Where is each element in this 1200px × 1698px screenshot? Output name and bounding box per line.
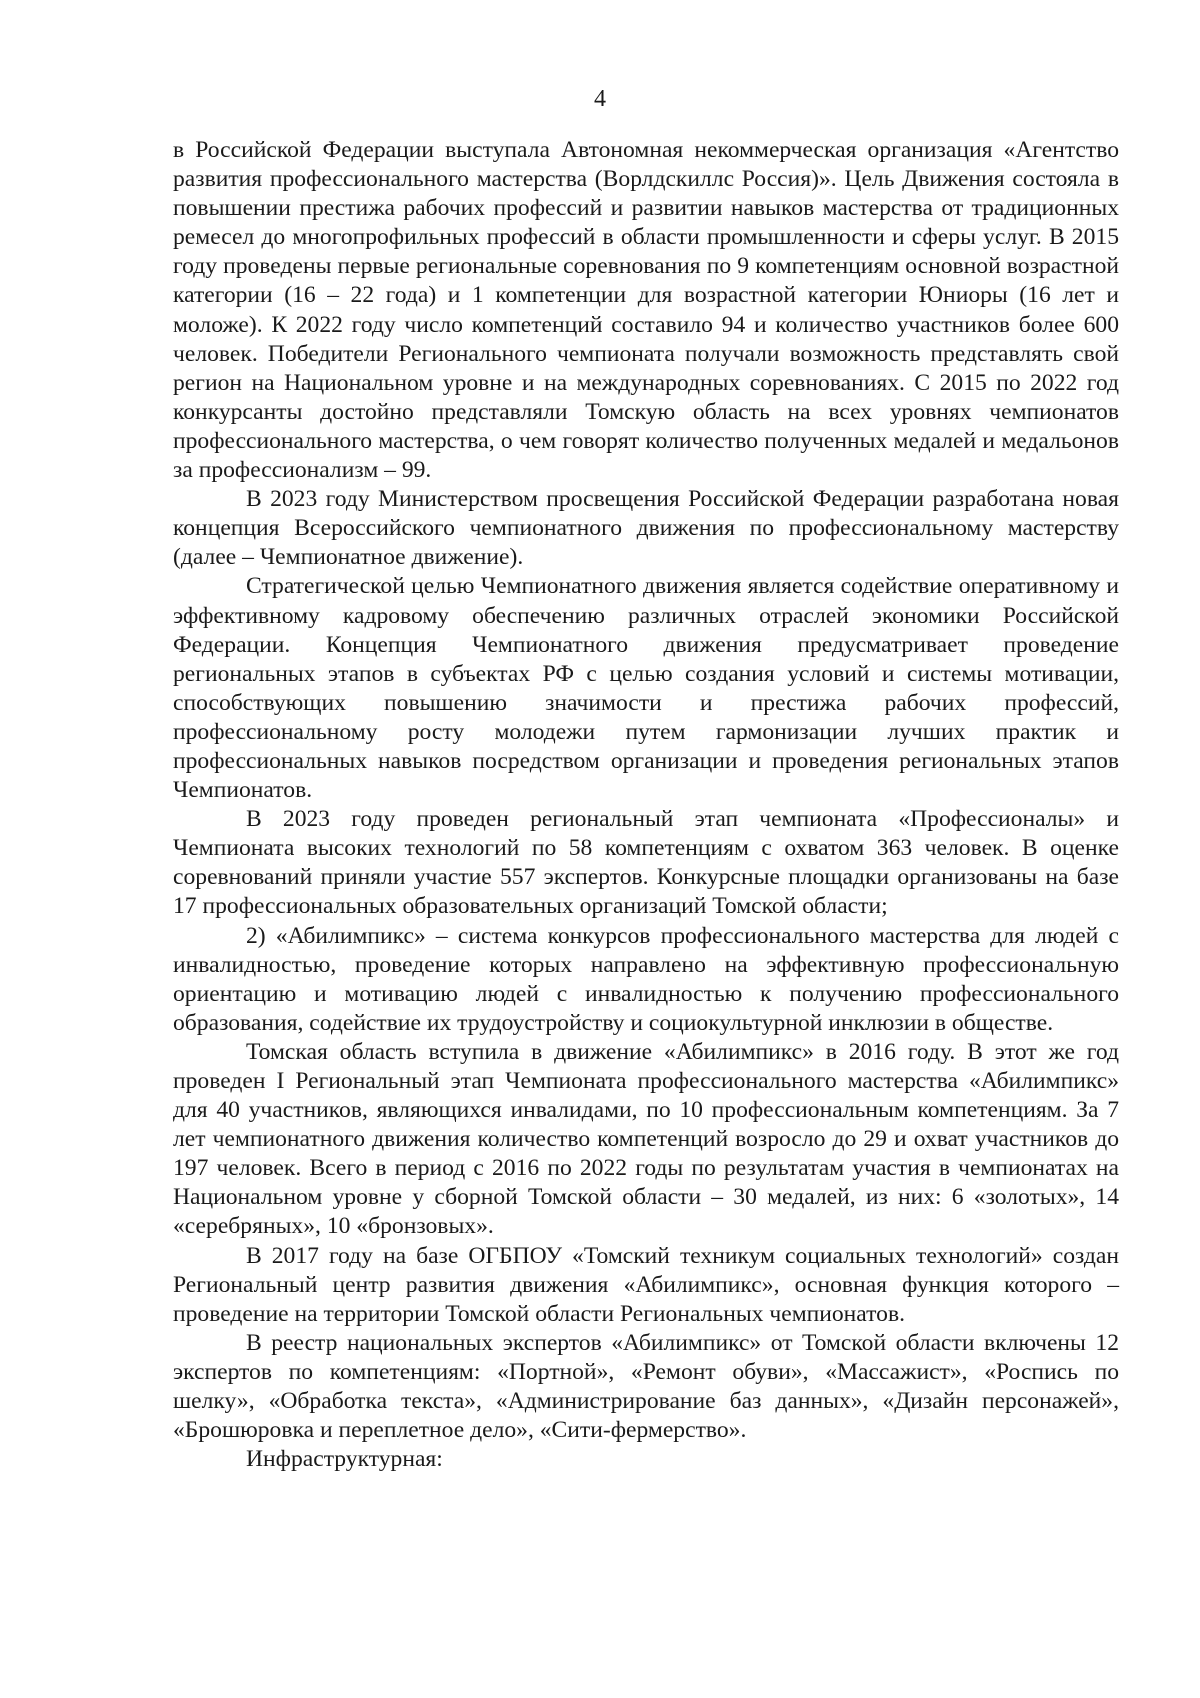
paragraph-2023-concept: В 2023 году Министерством просвещения Российской Федерации разработана новая концепция Всероссийского чемпионатного движения по профессиональному мастерству (далее – Чемпионатное движение). [173, 486, 1119, 571]
paragraph-2023-regional-stage: В 2023 году проведен региональный этап чемпионата «Профессионалы» и Чемпионата высоких технологий по 58 компетенциям с охватом 363 человек. В оценке соревнований приняли участие 557 экспертов. Конкурсные площадки организованы на базе 17 профессиональных образовательных организаций Томской области; [173, 806, 1119, 920]
paragraph-abilympics-definition: 2) «Абилимпикс» – система конкурсов профессионального мастерства для людей с инвалидностью, проведение которых направлено на эффективную профессиональную ориентацию и мотивацию людей с инвалидностью к получению профессионального образования, содействие их трудоустройству и социокультурной инклюзии в обществе. [173, 922, 1119, 1036]
paragraph-continuation: в Российской Федерации выступала Автономная некоммерческая организация «Агентство развития профессионального мастерства (Ворлдскиллс Россия)». Цель Движения состояла в повышении престижа рабочих профессий и развитии навыков мастерства от традиционных ремесел до многопрофильных профессий в области промышленности и сферы услуг. В 2015 году проведены первые региональные соревнования по 9 компетенциям основной возрастной категории (16 – 22 года) и 1 компетенции для возрастной категории Юниоры (16 лет и моложе). К 2022 году число компетенций составило 94 и количество участников более 600 человек. Победители Регионального чемпионата получали возможность представлять свой регион на Национальном уровне и на международных соревнованиях. С 2015 по 2022 год конкурсанты достойно представляли Томскую область на всех уровнях чемпионатов профессионального мастерства, о чем говорят количество полученных медалей и медальонов за профессионализм – 99. [173, 137, 1119, 484]
paragraph-regional-center: В 2017 году на базе ОГБПОУ «Томский техникум социальных технологий» создан Региональный центр развития движения «Абилимпикс», основная функция которого – проведение на территории Томской области Региональных чемпионатов. [173, 1242, 1119, 1327]
paragraph-tomsk-abilympics: Томская область вступила в движение «Абилимпикс» в 2016 году. В этот же год проведен I Региональный этап Чемпионата профессионального мастерства «Абилимпикс» для 40 участников, являющихся инвалидами, по 10 профессиональным компетенциям. За 7 лет чемпионатного движения количество компетенций возросло до 29 и охват участников до 197 человек. Всего в период с 2016 по 2022 годы по результатам участия в чемпионатах на Национальном уровне у сборной Томской области – 30 медалей, из них: 6 «золотых», 14 «серебряных», 10 «бронзовых». [173, 1038, 1119, 1240]
paragraph-experts-registry: В реестр национальных экспертов «Абилимпикс» от Томской области включены 12 экспертов по компетенциям: «Портной», «Ремонт обуви», «Массажист», «Роспись по шелку», «Обработка текста», «Администрирование баз данных», «Дизайн персонажей», «Брошюровка и переплетное дело», «Сити-фермерство». [173, 1329, 1119, 1444]
page-number: 4 [594, 86, 606, 112]
paragraph-infrastructure-heading: Инфраструктурная: [246, 1446, 443, 1473]
paragraph-strategic-goal: Стратегической целью Чемпионатного движения является содействие оперативному и эффективному кадровому обеспечению различных отраслей экономики Российской Федерации. Концепция Чемпионатного движения предусматривает проведение региональных этапов в субъектах РФ с целью создания условий и системы мотивации, способствующих повышению значимости и престижа рабочих профессий, профессиональному росту молодежи путем гармонизации лучших практик и профессиональных навыков посредством организации и проведения региональных этапов Чемпионатов. [173, 573, 1119, 804]
document-body [173, 136, 1119, 1474]
